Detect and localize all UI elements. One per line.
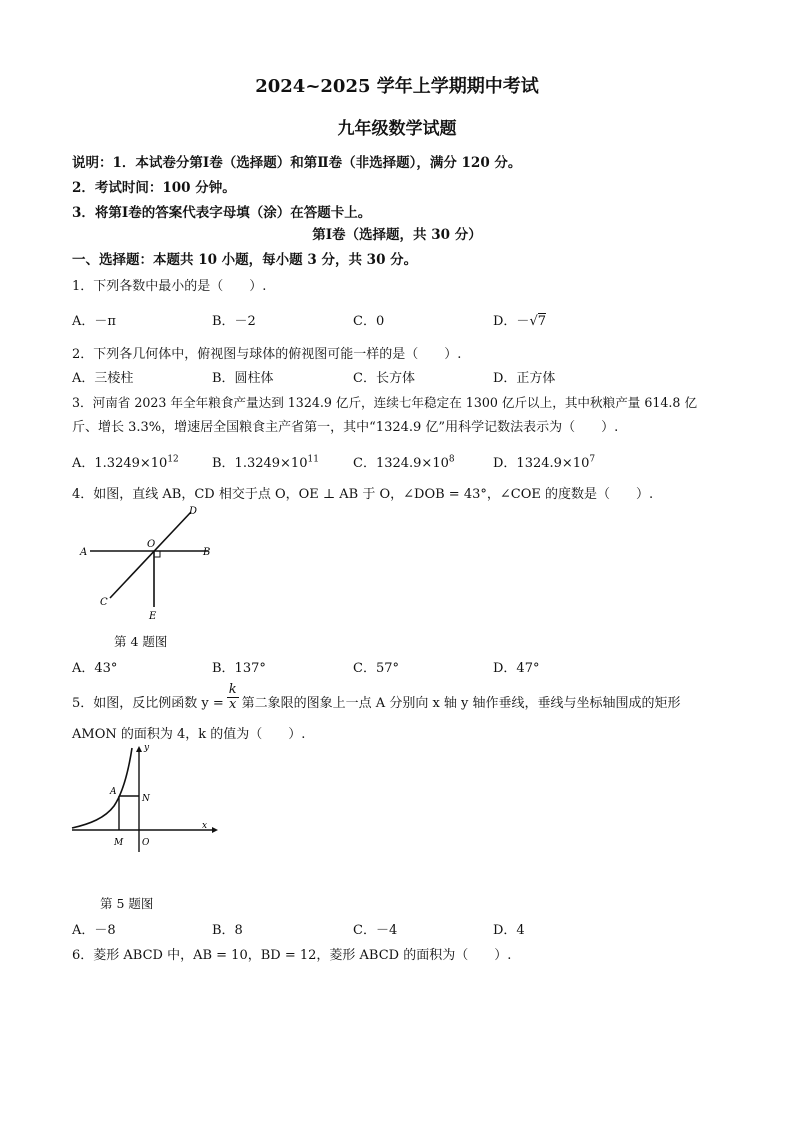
q5-line2: AMON 的面积为 4，k 的值为（ ）. <box>72 727 306 742</box>
q2-option-d: D．正方体 <box>493 371 556 386</box>
q3-option-b <box>212 452 319 471</box>
q5-fraction-numerator: k <box>228 682 237 697</box>
label-a: A <box>80 547 88 558</box>
note-1: 说明：1．本试卷分第Ⅰ卷（选择题）和第Ⅱ卷（非选择题），满分 120 分。 <box>72 155 522 171</box>
q4-option-a: A．43° <box>72 661 118 676</box>
q5-option-c: C．－4 <box>353 923 398 938</box>
q4-option-b: B．137° <box>212 661 266 676</box>
label-n: N <box>142 794 150 804</box>
q3-line1: 3．河南省 2023 年全年粮食产量达到 1324.9 亿斤，连续七年稳定在 1300 亿斤以上，其中秋粮产量 614.8 亿 <box>72 395 698 410</box>
y-axis-arrow-icon <box>136 746 142 752</box>
x-axis-arrow-icon <box>212 827 218 833</box>
label-y: y <box>144 744 150 753</box>
q3-option-a-exp: 12 <box>167 454 179 465</box>
q4-caption: 第 4 题图 <box>114 634 168 649</box>
label-c: C <box>100 597 108 608</box>
q3-option-a <box>72 452 179 471</box>
q1-option-b: B．－2 <box>212 314 256 329</box>
q5-option-b: B．8 <box>212 923 243 938</box>
q3-option-c-base: C．1324.9×10 <box>353 456 449 471</box>
label-a-point: A <box>110 787 117 797</box>
q5-stem <box>72 682 734 718</box>
q5-stem-post: 第二象限的图象上一点 A 分别向 x 轴 y 轴作垂线，垂线与坐标轴围成的矩形 <box>241 696 681 711</box>
q3-option-b-base: B．1.3249×10 <box>212 456 308 471</box>
q3-option-c <box>353 452 455 471</box>
q1-option-c: C．0 <box>353 314 385 329</box>
label-m: M <box>114 838 124 848</box>
q3-option-a-base: A．1.3249×10 <box>72 456 168 471</box>
exam-title: 2024~2025 学年上学期期中考试 <box>255 76 539 97</box>
label-e: E <box>149 611 157 622</box>
hyperbola-curve <box>72 748 132 828</box>
label-o: O <box>147 539 156 550</box>
q2-stem: 2．下列各几何体中，俯视图与球体的俯视图可能一样的是（ ）. <box>72 347 462 362</box>
q3-option-b-exp: 11 <box>307 454 319 465</box>
q1-option-d <box>493 310 546 329</box>
q2-option-c: C．长方体 <box>353 371 415 386</box>
q5-caption: 第 5 题图 <box>100 896 154 911</box>
q3-option-d-base: D．1324.9×10 <box>493 456 590 471</box>
q3-option-d <box>493 452 595 471</box>
q3-option-c-exp: 8 <box>448 454 455 465</box>
label-b: B <box>203 547 211 558</box>
q1-stem: 1．下列各数中最小的是（ ）. <box>72 279 267 294</box>
right-angle-mark <box>154 551 160 557</box>
label-d: D <box>189 506 198 517</box>
q2-option-a: A．三棱柱 <box>72 371 134 386</box>
q5-stem-pre: 5．如图，反比例函数 y = <box>72 696 224 711</box>
q1-option-a: A．－π <box>72 314 116 329</box>
q5-fraction <box>227 683 239 712</box>
q5-option-d: D．4 <box>493 923 525 938</box>
q1-option-d-radicand: 7 <box>537 314 547 329</box>
q5-option-a: A．－8 <box>72 923 116 938</box>
q5-fraction-denominator: x <box>229 697 237 712</box>
q4-option-c: C．57° <box>353 661 399 676</box>
q2-option-b: B．圆柱体 <box>212 371 274 386</box>
sqrt-icon: √ <box>529 314 538 329</box>
q4-option-d: D．47° <box>493 661 540 676</box>
part1-title: 第Ⅰ卷（选择题，共 30 分） <box>312 227 482 243</box>
q6-stem: 6．菱形 ABCD 中，AB = 10，BD = 12，菱形 ABCD 的面积为（ ）. <box>72 948 512 963</box>
q1-option-d-prefix: D．－ <box>493 314 530 329</box>
note-3: 3．将第Ⅰ卷的答案代表字母填（涂）在答题卡上。 <box>72 205 372 221</box>
q5-figure <box>70 744 220 856</box>
label-o-origin: O <box>142 838 150 848</box>
q4-figure <box>72 504 222 624</box>
section1-title: 一、选择题：本题共 10 小题，每小题 3 分，共 30 分。 <box>72 252 418 268</box>
line-cd <box>110 512 191 598</box>
q3-option-d-exp: 7 <box>589 454 596 465</box>
q4-stem: 4．如图，直线 AB，CD 相交于点 O，OE ⊥ AB 于 O，∠DOB = 43°，∠COE 的度数是（ ）. <box>72 487 654 502</box>
note-2: 2．考试时间：100 分钟。 <box>72 180 236 196</box>
label-x: x <box>202 821 208 831</box>
exam-subtitle: 九年级数学试题 <box>337 119 457 139</box>
q3-line2: 斤、增长 3.3%，增速居全国粮食主产省第一，其中“1324.9 亿”用科学记数法表示为（ ）. <box>72 420 619 435</box>
